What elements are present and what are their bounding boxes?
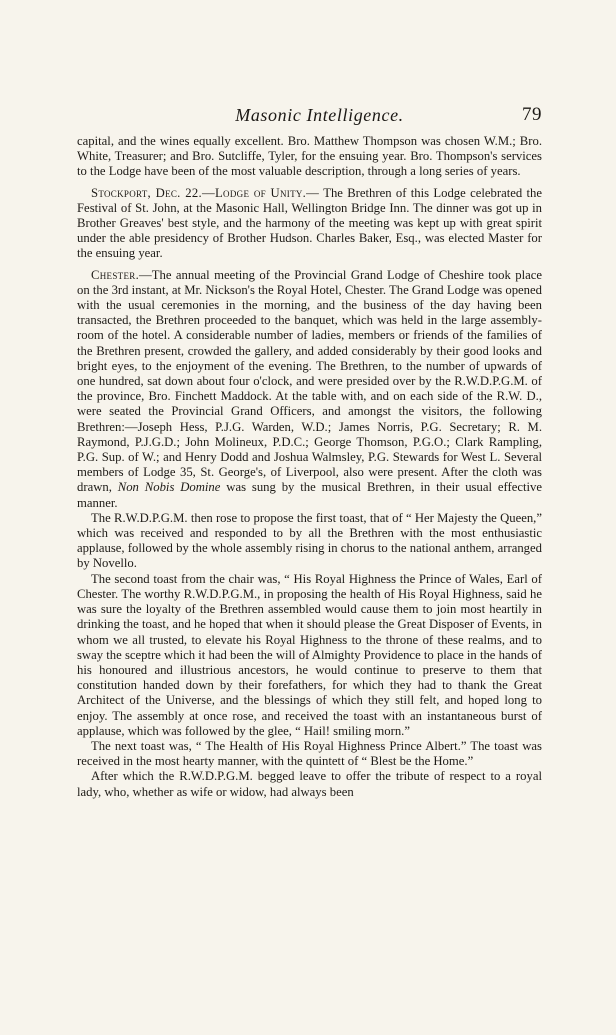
page-number: 79	[522, 104, 542, 125]
article-body	[77, 134, 542, 800]
paragraph-1: capital, and the wines equally excellent. Bro. Matthew Thompson was chosen W.M.; Bro. White, Treasurer; and Bro. Sutcliffe, Tyler, for the ensuing year. Bro. Thompson's services to the Lodge have been of the most valuable description, through a long series of years.	[77, 134, 542, 179]
paragraph-tribute: After which the R.W.D.P.G.M. begged leave to offer the tribute of respect to a royal lady, who, whether as wife or widow, had always been	[77, 769, 542, 799]
page-header	[77, 100, 542, 130]
paragraph-chester	[77, 268, 542, 511]
paragraph-second-toast: The second toast from the chair was, “ His Royal Highness the Prince of Wales, Earl of Chester. The worthy R.W.D.P.G.M., in proposing the health of His Royal Highness, said he was sure the loyalty of the Brethren assembled would cause them to join most heartily in drinking the toast, and he hoped that when it should please the Great Disposer of Events, in whom we all trusted, to elevate his Royal Highness to the throne of these realms, and to sway the sceptre which it had been the will of Almighty Providence to place in the hands of his honoured and illustrious ancestors, he would continue to preserve to them that constitution handed down by their forefathers, for which they had to thank the Great Architect of the Universe, and the blessings of which they still felt, and hoped long to enjoy. The assembly at once rose, and received the toast with an instantaneous burst of applause, which was followed by the glee, “ Hail! smiling morn.”	[77, 571, 542, 738]
stockport-text: The Brethren of this Lodge celebrated the Festival of St. John, at the Masonic Hall, Wellington Bridge Inn. The dinner was got up in Brother Greaves' best style, and the harmony of the meeting was kept up with great spirit under the able presidency of Brother Hudson. Charles Baker, Esq., was elected Master for the ensuing year.	[77, 185, 542, 261]
chester-text-b: was sung by the musical Brethren, in their usual effective manner.	[77, 480, 543, 510]
chester-heading: Chester.	[91, 267, 140, 282]
running-title: Masonic Intelligence.	[235, 104, 404, 125]
chester-text-a: —The annual meeting of the Provincial Grand Lodge of Cheshire took place on the 3rd instant, at Mr. Nickson's the Royal Hotel, Chester. The Grand Lodge was opened with the usual ceremonies in the morning, and the business of the day having been transacted, the Brethren proceeded to the banquet, which was held in the large assembly-room of the hotel. A considerable number of ladies, members or friends of the families of the Brethren present, crowded the gallery, and added considerably by their good looks and bright eyes, to the enjoyment of the evening. The Brethren, to the number of upwards of one hundred, sat down about four o'clock, and were presided over by the R.W.D.P.G.M. of the province, Bro. Finchett Maddock. At the table with, and on each side of the R.W. D., were seated the Provincial Grand Officers, and amongst the visitors, the following Brethren:—Joseph Hess, P.J.G. Warden, W.D.; James Norris, P.G. Secretary; R. M. Raymond, P.J.G.D.; John Molineux, P.D.C.; George Thomson, P.G.O.; Clark Rampling, P.G. Sup. of W.; and Henry Dodd and Joshua Walmsley, P.G. Stewards for West L. Several members of Lodge 35, St. George's, of Liverpool, also were present. After the cloth was drawn,	[77, 267, 542, 495]
paragraph-first-toast: The R.W.D.P.G.M. then rose to propose the first toast, that of “ Her Majesty the Queen,” which was received and responded to by all the Brethren with the most enthusiastic applause, followed by the whole assembly rising in chorus to the national anthem, arranged by Novello.	[77, 510, 542, 571]
paragraph-stockport	[77, 186, 542, 262]
paragraph-next-toast: The next toast was, “ The Health of His Royal Highness Prince Albert.” The toast was received in the most hearty manner, with the quintett of “ Blest be the Home.”	[77, 738, 542, 769]
stockport-heading: Stockport, Dec. 22.—Lodge of Unity.—	[91, 185, 320, 200]
chester-motto: Non Nobis Domine	[117, 480, 221, 495]
